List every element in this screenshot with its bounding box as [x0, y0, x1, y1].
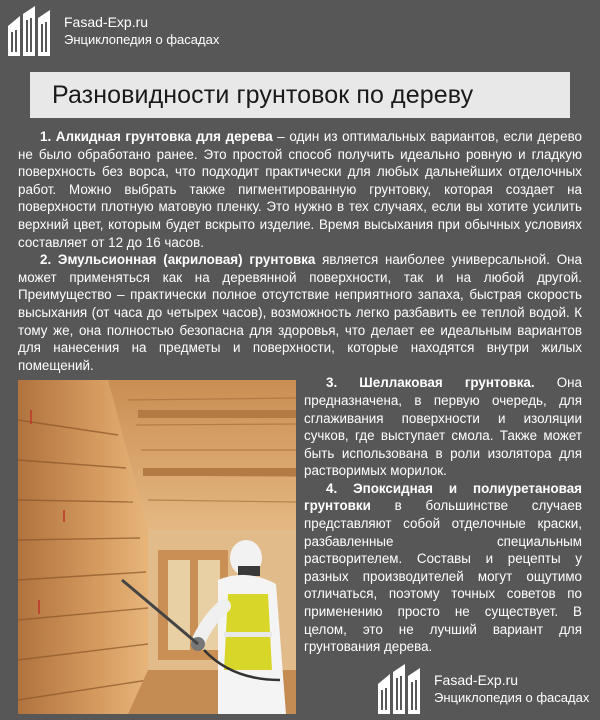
brand-tagline: Энциклопедия о фасадах — [64, 32, 220, 47]
paragraph-emulsion-lead: 2. Эмульсионная (акриловая) грунтовка — [40, 252, 316, 268]
brand-logo-bottom — [376, 662, 589, 716]
brand-logo-top — [6, 4, 219, 58]
building-logo-icon — [376, 662, 428, 716]
paragraph-emulsion — [18, 251, 582, 374]
building-logo-icon — [6, 4, 58, 58]
article-body — [18, 128, 582, 714]
paragraph-emulsion-text: является наиболее универсальной. Она может применяться как на деревянной поверхности, так и на любой другой. Преимущество – практически полное отсутствие неприятного запаха, быстрая скорость высыхания (от часа до четырех часов), возможность легко разбавить ее теплой водой. К тому же, она полностью безопасна для здоровья, что делает ее идеальным вариантов для нанесения на предметы и поверхности, которые находятся внутри жилых помещений. — [18, 252, 583, 373]
paragraph-shellac-lead: 3. Шеллаковая грунтовка. — [326, 375, 535, 391]
title-bar — [30, 72, 570, 118]
paragraph-epoxy-text: в большинстве случаев представляют собой отделочные краски, разбавленные специальным растворителем. Составы и рецепты у разных производителей могут ощутимо отличаться, поэтому точных советов по применению просто не существует. В целом, это не лучший вариант для грунтования дерева. — [304, 498, 582, 655]
page-title: Разновидности грунтовок по дереву — [52, 80, 474, 109]
paragraph-alkyd-lead: 1. Алкидная грунтовка для дерева — [40, 129, 273, 144]
brand-tagline: Энциклопедия о фасадах — [434, 690, 590, 705]
paragraph-epoxy-lead: 4. Эпоксидная и полиуретановая грунтовки — [304, 480, 582, 514]
worker-spraying-wood-photo — [18, 380, 296, 714]
paragraph-shellac-text: Она предназначена, в первую очередь, для сглаживания поверхности и изоляции сучков, где выступает смола. Также может быть использована в роли изолятора для растворимых морилок. — [304, 375, 582, 479]
brand-name: Fasad-Exp.ru — [64, 14, 149, 30]
brand-name: Fasad-Exp.ru — [434, 672, 519, 688]
paragraph-alkyd-text: – один из оптимальных вариантов, если дерево не было обработано ранее. Это простой способ получить идеально ровную и гладкую поверхность без ворса, что подходит практически для любых дальнейших отделочных работ. Можно выбрать также пигментированную грунтовку, которая создает на поверхности плотную матовую пленку. Это нужно в тех случаях, если вы хотите усилить верхний цвет, которым будет вскрыто изделие. Время высыхания при обычных условиях составляет от 12 до 16 часов. — [18, 129, 582, 250]
paragraph-alkyd — [18, 128, 582, 251]
